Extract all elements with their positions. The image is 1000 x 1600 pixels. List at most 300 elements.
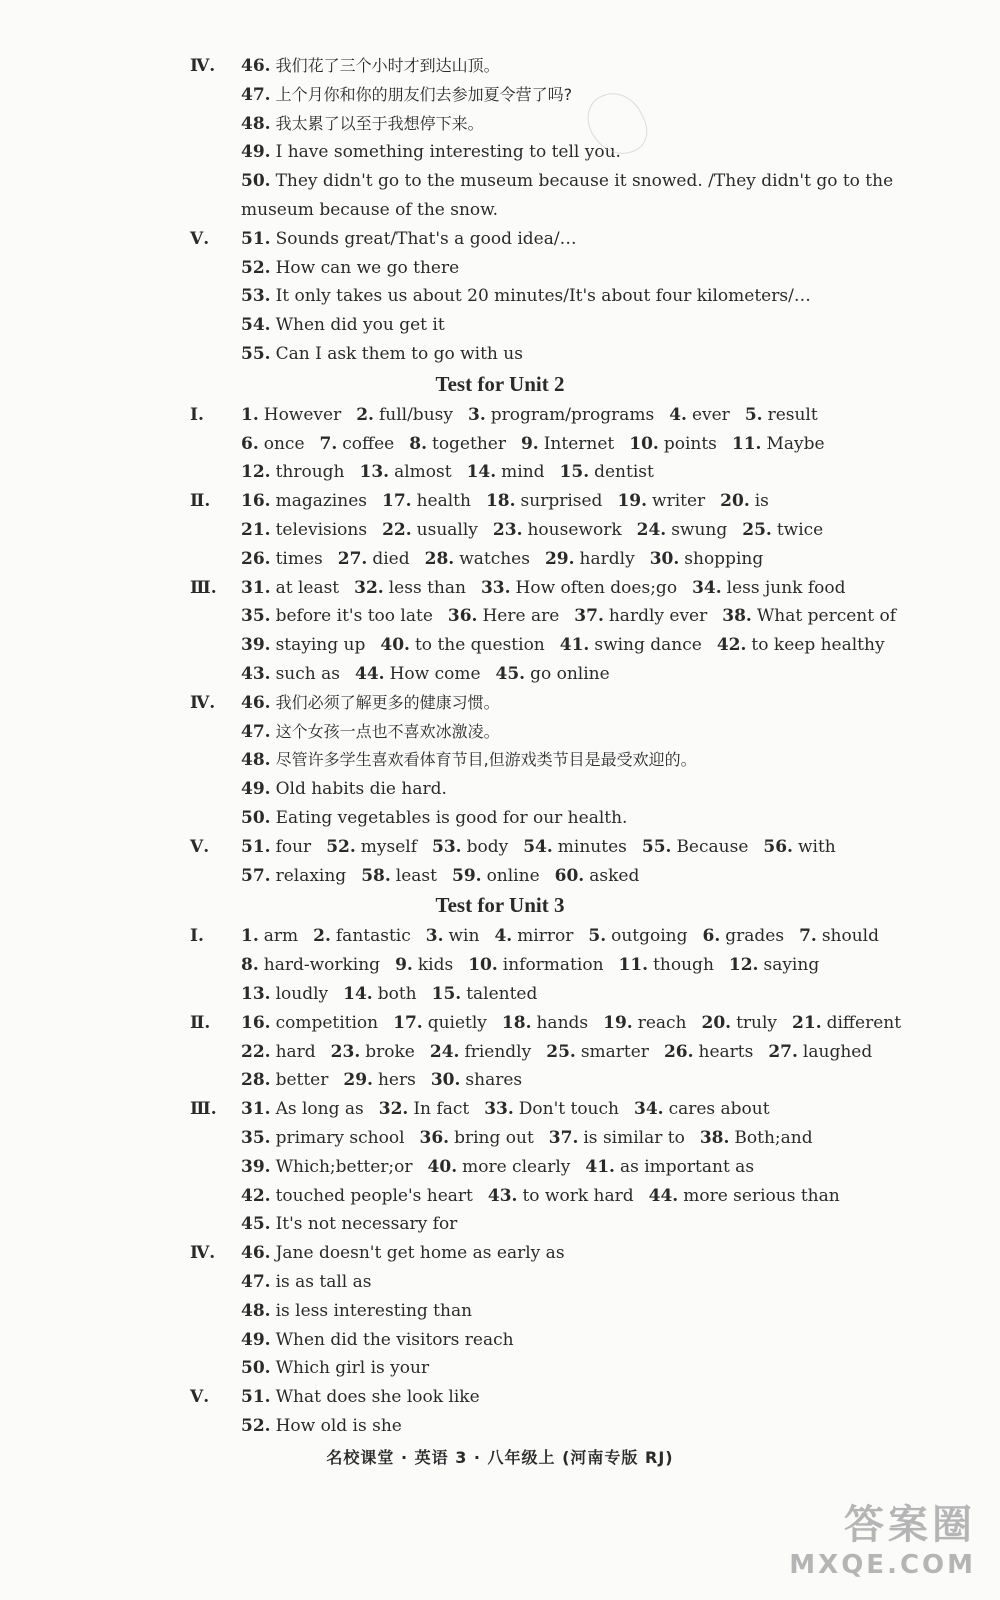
answer-text: least	[395, 865, 437, 886]
answer-text: 这个女孩一点也不喜欢冰激凌。	[275, 721, 500, 741]
answer-line	[0, 1095, 1000, 1123]
answer-line	[0, 1354, 1000, 1382]
answer-item	[241, 866, 346, 886]
answer-line	[0, 1268, 1000, 1296]
answer-text: 上个月你和你的朋友们去参加夏令营了吗?	[275, 84, 573, 104]
answer-text: touched people's heart	[275, 1185, 473, 1206]
answer-item	[426, 926, 480, 946]
question-number: 9.	[520, 433, 539, 454]
answer-text: go online	[530, 664, 610, 684]
question-number: 51.	[241, 836, 271, 857]
answer-text: When did you get it	[275, 315, 445, 336]
question-number: 60.	[554, 865, 585, 886]
answer-item	[702, 1013, 778, 1033]
part-numeral: Ⅳ.	[190, 56, 216, 76]
answer-text: hardly ever	[608, 606, 708, 627]
answer-text: almost	[394, 462, 452, 483]
answer-item	[742, 520, 823, 540]
answer-text: bring out	[454, 1128, 534, 1148]
answer-line	[0, 1326, 1000, 1354]
answer-line	[0, 545, 1000, 573]
answer-text: As long as	[275, 1099, 364, 1120]
answer-item	[343, 984, 416, 1004]
question-number: 48.	[241, 750, 271, 771]
answer-text: Jane doesn't get home as early as	[275, 1243, 565, 1264]
answer-text: twice	[776, 520, 824, 540]
question-number: 25.	[742, 520, 772, 540]
answer-text: win	[448, 926, 480, 947]
question-number: 16.	[241, 1012, 271, 1033]
question-number: 46.	[241, 1243, 271, 1264]
answer-line	[0, 516, 1000, 544]
answer-item	[241, 1272, 372, 1292]
answer-item	[488, 1186, 634, 1206]
answer-text: They didn't go to the museum because it snowed. /They didn't go to the	[275, 171, 894, 192]
answer-text: hers	[377, 1070, 416, 1091]
question-number: 53.	[432, 836, 462, 857]
answer-text: coffee	[342, 433, 395, 454]
answer-item	[395, 955, 453, 975]
answer-text: It's not necessary for	[275, 1214, 458, 1235]
question-number: 8.	[241, 955, 259, 976]
answer-text: ever	[691, 404, 730, 425]
answer-text: different	[826, 1012, 902, 1033]
answer-item	[617, 491, 705, 511]
answer-text: 尽管许多学生喜欢看体育节目,但游戏类节目是最受欢迎的。	[275, 750, 697, 770]
answer-item	[722, 606, 896, 626]
answer-item	[241, 578, 339, 598]
answer-line	[0, 862, 1000, 890]
answer-text: loudly	[275, 984, 329, 1004]
answer-item	[241, 171, 893, 191]
answer-text: Because	[676, 836, 749, 857]
answer-item	[241, 142, 621, 162]
question-number: 50.	[241, 1358, 271, 1379]
answer-item	[241, 405, 341, 425]
question-number: 22.	[241, 1041, 271, 1062]
answer-item	[343, 1070, 415, 1090]
question-number: 13.	[241, 984, 271, 1004]
question-number: 47.	[241, 721, 271, 742]
answer-text: together	[431, 433, 506, 454]
answer-item	[241, 1128, 405, 1148]
answer-text: competition	[275, 1012, 379, 1033]
answer-line	[0, 1239, 1000, 1267]
answer-item	[545, 549, 635, 569]
answer-item	[360, 462, 452, 482]
answer-text: Both;and	[734, 1128, 813, 1148]
question-number: 30.	[649, 548, 680, 569]
answer-text: saying	[763, 955, 820, 976]
question-number: 26.	[663, 1041, 694, 1062]
answer-line	[0, 631, 1000, 659]
answer-text: What percent of	[756, 606, 896, 627]
answer-item	[560, 635, 702, 655]
answer-item	[493, 520, 622, 540]
question-number: 21.	[792, 1012, 822, 1033]
answer-item	[338, 549, 410, 569]
answer-line	[0, 833, 1000, 861]
question-number: 52.	[241, 257, 271, 278]
answer-text: to keep healthy	[751, 635, 885, 656]
question-number: 52.	[241, 1416, 271, 1436]
question-number: 24.	[429, 1041, 460, 1062]
answer-line	[0, 718, 1000, 746]
question-number: 26.	[241, 548, 271, 569]
answer-item	[494, 926, 573, 946]
answer-text: housework	[527, 520, 622, 540]
answer-text: hard-working	[263, 955, 381, 976]
answer-line	[0, 430, 1000, 458]
answer-line	[0, 922, 1000, 950]
question-number: 35.	[241, 1128, 271, 1148]
answer-item	[585, 1157, 754, 1177]
question-number: 23.	[330, 1041, 361, 1062]
answer-text: 我们必须了解更多的健康习惯。	[275, 692, 500, 712]
answer-text: Old habits die hard.	[275, 779, 447, 800]
answer-text: However	[263, 404, 342, 425]
question-number: 2.	[356, 404, 374, 425]
answer-item	[792, 1013, 901, 1033]
question-number: 33.	[484, 1099, 514, 1120]
answer-item	[555, 866, 640, 886]
answer-item	[732, 434, 825, 454]
answer-item	[241, 1416, 402, 1436]
answer-item	[763, 837, 835, 857]
answer-text: to work hard	[522, 1185, 634, 1206]
answer-line	[0, 487, 1000, 515]
answer-item	[692, 578, 845, 598]
answer-item	[241, 286, 811, 306]
answer-text: primary school	[275, 1128, 405, 1148]
answer-line	[0, 1297, 1000, 1325]
answer-text: How can we go there	[275, 257, 460, 278]
question-number: 21.	[241, 520, 271, 540]
answer-text: magazines	[275, 491, 367, 512]
answer-item	[241, 635, 365, 655]
answer-text: is less interesting than	[275, 1300, 473, 1321]
question-number: 52.	[326, 836, 356, 857]
answer-item	[379, 1099, 469, 1119]
answer-item	[241, 722, 500, 742]
answer-item	[420, 1128, 534, 1148]
answer-item	[588, 926, 687, 946]
answer-line	[0, 1182, 1000, 1210]
answer-item	[241, 1099, 364, 1119]
part-numeral: Ⅱ.	[190, 1012, 211, 1033]
question-number: 20.	[720, 491, 750, 512]
part-numeral: Ⅴ.	[190, 228, 210, 249]
answer-line	[0, 1412, 1000, 1440]
answer-item	[468, 955, 603, 975]
question-number: 58.	[361, 865, 391, 886]
answer-text: Don't touch	[518, 1099, 619, 1120]
answer-item	[393, 1013, 487, 1033]
question-number: 6.	[241, 433, 259, 454]
answer-item	[241, 693, 500, 713]
answer-line	[0, 225, 1000, 253]
question-number: 39.	[241, 1156, 271, 1177]
answer-text: four	[275, 836, 312, 857]
question-number: 30.	[430, 1070, 461, 1091]
answer-item	[241, 85, 572, 105]
answer-text: full/busy	[378, 404, 453, 425]
answer-text: such as	[275, 664, 340, 684]
answer-text: How often does;go	[515, 577, 678, 598]
answer-item	[430, 1042, 531, 1062]
answer-text: What does she look like	[275, 1387, 480, 1408]
question-number: 12.	[241, 462, 271, 483]
question-number: 18.	[501, 1012, 532, 1033]
answer-text: though	[653, 955, 714, 976]
question-number: 18.	[485, 491, 516, 512]
answer-line	[0, 138, 1000, 166]
answer-line	[0, 196, 1000, 224]
answer-item	[603, 1013, 686, 1033]
answer-text: health	[416, 491, 471, 512]
answer-text: hardly	[579, 548, 635, 569]
watermark-top: 答案圈	[844, 1502, 976, 1548]
question-number: 33.	[480, 577, 511, 598]
question-number: 22.	[382, 520, 412, 540]
answer-item	[496, 664, 610, 684]
question-number: 46.	[241, 692, 271, 713]
answer-text: friendly	[464, 1041, 532, 1062]
answer-item	[799, 926, 879, 946]
answer-line	[0, 458, 1000, 486]
question-number: 55.	[641, 836, 672, 857]
answer-text: less junk food	[726, 577, 846, 598]
answer-item	[703, 926, 785, 946]
answer-item	[241, 258, 459, 278]
question-number: 45.	[495, 664, 526, 684]
question-number: 53.	[241, 286, 271, 307]
answer-text: writer	[652, 491, 706, 512]
answer-item	[241, 837, 311, 857]
answer-text: minutes	[557, 836, 627, 857]
answer-item	[380, 635, 544, 655]
question-number: 5.	[744, 404, 763, 425]
answer-text: asked	[589, 865, 640, 886]
question-number: 44.	[354, 664, 385, 684]
question-number: 1.	[241, 404, 259, 425]
part-numeral: Ⅰ.	[190, 404, 204, 425]
answer-item	[241, 229, 577, 249]
question-number: 4.	[669, 404, 687, 425]
answer-item	[241, 1301, 472, 1321]
question-number: 43.	[487, 1185, 518, 1206]
question-number: 49.	[241, 1329, 271, 1350]
question-number: 8.	[409, 433, 427, 454]
question-number: 36.	[419, 1128, 450, 1148]
question-number: 9.	[395, 955, 413, 976]
answer-item	[649, 1186, 840, 1206]
answer-item	[717, 635, 885, 655]
answer-text: times	[275, 548, 323, 569]
question-number: 44.	[648, 1185, 679, 1206]
answer-item	[326, 837, 417, 857]
answer-text: Here are	[482, 606, 560, 627]
answer-item	[241, 955, 380, 975]
question-number: 41.	[585, 1156, 615, 1177]
answer-text: shares	[465, 1070, 523, 1091]
question-number: 42.	[716, 635, 747, 656]
answer-line	[0, 1153, 1000, 1181]
question-number: 31.	[241, 1099, 271, 1120]
answer-text: reach	[637, 1012, 687, 1033]
answer-item	[320, 434, 395, 454]
answer-item	[241, 606, 433, 626]
question-number: 11.	[618, 955, 649, 976]
question-number: 16.	[241, 491, 271, 512]
answer-text: to the question	[414, 635, 545, 656]
answer-item	[729, 955, 819, 975]
question-number: 27.	[337, 548, 368, 569]
answer-line	[0, 1038, 1000, 1066]
question-number: 36.	[447, 606, 478, 627]
answer-line	[0, 689, 1000, 717]
answer-item	[637, 520, 728, 540]
answer-text: When did the visitors reach	[275, 1329, 514, 1350]
answer-item	[382, 520, 478, 540]
question-number: 4.	[494, 926, 513, 947]
question-number: 50.	[241, 171, 271, 192]
answer-text: Which;better;or	[275, 1156, 413, 1177]
answer-item	[768, 1042, 872, 1062]
answer-text: Eating vegetables is good for our health.	[275, 808, 628, 828]
answer-item	[629, 434, 717, 454]
answer-text: televisions	[275, 520, 368, 540]
answer-text: Internet	[543, 433, 615, 454]
question-number: 15.	[431, 984, 462, 1004]
answer-item	[241, 491, 367, 511]
answer-text: hearts	[698, 1041, 754, 1062]
answer-item	[354, 578, 466, 598]
answer-item	[700, 1128, 813, 1148]
answer-item	[241, 344, 523, 364]
question-number: 51.	[241, 228, 271, 249]
answer-text: swung	[671, 520, 728, 540]
question-number: 56.	[763, 836, 793, 857]
page-footer: 名校课堂 · 英语 3 · 八年级上 (河南专版 RJ)	[326, 1448, 674, 1467]
answer-item	[241, 779, 447, 799]
answer-text: is similar to	[583, 1128, 685, 1148]
answer-item	[241, 1070, 328, 1090]
question-number: 10.	[629, 433, 659, 454]
answer-line	[0, 110, 1000, 138]
answer-line	[0, 254, 1000, 282]
answer-item	[452, 866, 540, 886]
question-number: 14.	[343, 984, 373, 1004]
question-number: 14.	[466, 462, 497, 483]
question-number: 40.	[380, 635, 410, 656]
question-number: 55.	[241, 344, 271, 364]
answer-item	[241, 1387, 480, 1407]
question-number: 6.	[702, 926, 721, 947]
answer-text: more clearly	[462, 1156, 571, 1177]
answer-item	[241, 1330, 514, 1350]
question-number: 32.	[378, 1099, 409, 1120]
answer-item	[241, 1186, 473, 1206]
answer-item	[241, 1013, 378, 1033]
answer-text: program/programs	[490, 404, 655, 425]
answer-text: result	[767, 404, 818, 425]
question-number: 29.	[343, 1070, 373, 1091]
question-number: 43.	[241, 664, 271, 684]
answer-item	[481, 578, 677, 598]
answer-item	[502, 1013, 588, 1033]
answer-text: 我们花了三个小时才到达山顶。	[275, 56, 500, 75]
answer-text: I have something interesting to tell you.	[275, 142, 621, 163]
watermark	[789, 1493, 976, 1580]
question-number: 3.	[425, 926, 444, 947]
answer-line	[0, 951, 1000, 979]
answer-text: staying up	[275, 635, 366, 656]
answer-item	[486, 491, 603, 511]
answer-line	[0, 401, 1000, 429]
question-number: 47.	[241, 1272, 271, 1292]
answer-text: How old is she	[275, 1416, 402, 1436]
question-number: 49.	[241, 779, 271, 800]
question-number: 45.	[241, 1214, 271, 1235]
answer-item	[241, 462, 345, 482]
answer-item	[432, 984, 538, 1004]
answer-text: surprised	[520, 491, 603, 512]
question-number: 7.	[799, 926, 817, 947]
answer-text: grades	[725, 926, 785, 947]
question-number: 3.	[467, 404, 486, 425]
answer-text: 我太累了以至于我想停下来。	[275, 113, 484, 133]
answer-item	[720, 491, 769, 511]
part-numeral: Ⅰ.	[190, 926, 204, 947]
answer-line	[0, 1210, 1000, 1238]
answer-text: died	[372, 548, 410, 569]
answer-text: Which girl is your	[275, 1358, 430, 1379]
question-number: 25.	[546, 1041, 576, 1062]
answer-item	[619, 955, 714, 975]
question-number: 46.	[241, 56, 271, 76]
answer-item	[432, 837, 508, 857]
answer-line	[0, 52, 1000, 80]
part-numeral: Ⅴ.	[190, 836, 210, 857]
answer-text: watches	[459, 548, 530, 569]
answer-item	[634, 1099, 770, 1119]
answer-text: In fact	[413, 1099, 470, 1120]
answer-item	[650, 549, 764, 569]
answer-line	[0, 167, 1000, 195]
question-number: 59.	[451, 865, 482, 886]
question-number: 41.	[559, 635, 590, 656]
question-number: 5.	[588, 926, 607, 947]
question-number: 50.	[241, 808, 271, 828]
answer-text: online	[486, 865, 540, 886]
answer-line	[0, 574, 1000, 602]
question-number: 29.	[544, 548, 575, 569]
answer-item	[241, 56, 500, 76]
answer-text: broke	[365, 1041, 415, 1062]
answer-item	[560, 462, 654, 482]
question-number: 28.	[424, 548, 455, 569]
question-number: 32.	[354, 577, 384, 598]
answer-item	[574, 606, 707, 626]
answer-text: mind	[501, 462, 545, 483]
answer-text: should	[821, 926, 880, 947]
answer-item	[669, 405, 730, 425]
answer-item	[241, 200, 498, 220]
answer-text: mirror	[517, 926, 574, 947]
question-number: 35.	[241, 606, 271, 627]
answer-text: truly	[736, 1012, 778, 1033]
